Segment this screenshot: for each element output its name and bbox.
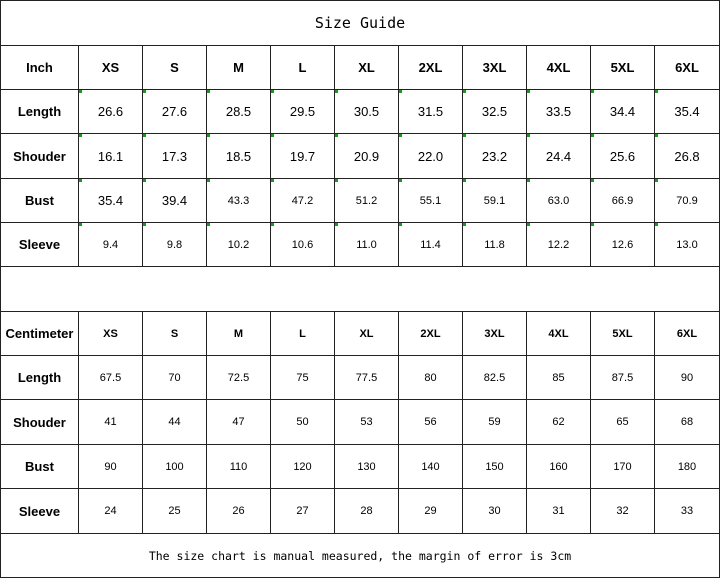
table-cell: 28 bbox=[360, 505, 373, 517]
cell-corner-mark bbox=[207, 134, 210, 137]
table-cell: 90 bbox=[104, 460, 117, 473]
table-cell: 26 bbox=[232, 505, 245, 517]
cell-corner-mark bbox=[335, 90, 338, 93]
table-cell: 28.5 bbox=[225, 104, 252, 119]
table-cell: 77.5 bbox=[355, 371, 378, 384]
unit-label: Inch bbox=[26, 60, 53, 75]
cell-corner-mark bbox=[79, 90, 82, 93]
table-cell: 47.2 bbox=[291, 194, 314, 207]
table-cell: 85 bbox=[552, 371, 565, 384]
cell-corner-mark bbox=[207, 90, 210, 93]
table-cell: 59 bbox=[488, 416, 501, 428]
table-cell: 10.6 bbox=[291, 238, 314, 251]
row-label-shouder: Shouder bbox=[13, 414, 66, 430]
table-cell: 87.5 bbox=[611, 371, 634, 384]
size-header-l: L bbox=[299, 327, 306, 340]
table-cell: 110 bbox=[229, 460, 248, 473]
table-cell: 80 bbox=[424, 371, 437, 384]
table-cell: 120 bbox=[293, 460, 312, 473]
table-cell: 59.1 bbox=[483, 194, 506, 207]
table-cell: 11.4 bbox=[420, 238, 441, 251]
size-header-5xl: 5XL bbox=[610, 60, 635, 75]
table-cell: 66.9 bbox=[611, 194, 634, 207]
table-cell: 29.5 bbox=[289, 104, 316, 119]
table-cell: 12.2 bbox=[547, 238, 570, 251]
size-header-5xl: 5XL bbox=[612, 327, 633, 340]
unit-label: Centimeter bbox=[5, 326, 74, 341]
table-cell: 43.3 bbox=[227, 194, 250, 207]
cell-corner-mark bbox=[399, 134, 402, 137]
table-cell: 50 bbox=[296, 416, 309, 428]
table-cell: 55.1 bbox=[419, 194, 442, 207]
cell-corner-mark bbox=[207, 179, 210, 182]
size-header-xs: XS bbox=[101, 60, 120, 75]
cell-corner-mark bbox=[591, 223, 594, 226]
table-cell: 75 bbox=[296, 371, 309, 384]
table-cell: 72.5 bbox=[227, 371, 250, 384]
table-cell: 53 bbox=[360, 416, 373, 428]
table-cell: 20.9 bbox=[353, 148, 380, 164]
page-title: Size Guide bbox=[314, 14, 406, 32]
cell-corner-mark bbox=[591, 134, 594, 137]
cell-corner-mark bbox=[335, 134, 338, 137]
row-label-length: Length bbox=[17, 370, 62, 385]
table-cell: 11.8 bbox=[484, 238, 505, 251]
table-cell: 30.5 bbox=[353, 104, 380, 119]
table-cell: 16.1 bbox=[97, 148, 124, 164]
cell-corner-mark bbox=[399, 90, 402, 93]
table-cell: 140 bbox=[421, 460, 440, 473]
table-cell: 51.2 bbox=[355, 194, 378, 207]
cell-corner-mark bbox=[143, 223, 146, 226]
size-header-6xl: 6XL bbox=[676, 327, 698, 340]
size-header-xl: XL bbox=[358, 60, 375, 75]
cell-corner-mark bbox=[143, 134, 146, 137]
row-label-length: Length bbox=[17, 104, 62, 119]
cell-corner-mark bbox=[591, 179, 594, 182]
cell-corner-mark bbox=[271, 223, 274, 226]
cell-corner-mark bbox=[143, 179, 146, 182]
table-cell: 31 bbox=[552, 505, 565, 517]
cell-corner-mark bbox=[527, 179, 530, 182]
cell-corner-mark bbox=[655, 179, 658, 182]
row-label-sleeve: Sleeve bbox=[18, 237, 61, 252]
table-cell: 26.8 bbox=[674, 148, 700, 164]
table-cell: 33 bbox=[680, 505, 694, 517]
size-header-xs: XS bbox=[103, 327, 118, 340]
cell-corner-mark bbox=[79, 179, 82, 182]
table-cell: 23.2 bbox=[481, 148, 508, 164]
cell-corner-mark bbox=[79, 223, 82, 226]
cell-corner-mark bbox=[271, 179, 274, 182]
row-label-bust: Bust bbox=[25, 193, 54, 208]
table-cell: 56 bbox=[424, 416, 437, 428]
table-cell: 41 bbox=[104, 416, 117, 428]
table-cell: 33.5 bbox=[545, 104, 572, 119]
table-cell: 47 bbox=[232, 416, 245, 428]
cell-corner-mark bbox=[527, 90, 530, 93]
table-cell: 82.5 bbox=[483, 371, 506, 384]
cell-corner-mark bbox=[463, 90, 466, 93]
table-cell: 18.5 bbox=[225, 148, 252, 164]
table-cell: 180 bbox=[677, 460, 697, 473]
size-header-3xl: 3XL bbox=[482, 60, 507, 75]
row-label-bust: Bust bbox=[25, 459, 54, 474]
cell-corner-mark bbox=[655, 134, 658, 137]
size-header-4xl: 4XL bbox=[546, 60, 571, 75]
size-header-4xl: 4XL bbox=[548, 327, 569, 340]
size-header-2xl: 2XL bbox=[420, 327, 441, 340]
cell-corner-mark bbox=[335, 179, 338, 182]
size-header-s: S bbox=[170, 327, 179, 340]
table-cell: 26.6 bbox=[97, 104, 124, 119]
cell-corner-mark bbox=[591, 90, 594, 93]
cell-corner-mark bbox=[527, 134, 530, 137]
table-cell: 67.5 bbox=[99, 371, 122, 384]
cell-corner-mark bbox=[207, 223, 210, 226]
table-cell: 19.7 bbox=[289, 148, 316, 164]
cell-corner-mark bbox=[463, 134, 466, 137]
size-header-xl: XL bbox=[359, 327, 374, 340]
table-cell: 63.0 bbox=[547, 194, 570, 207]
table-cell: 100 bbox=[165, 460, 184, 473]
footer-note: The size chart is manual measured, the margin of error is 3cm bbox=[148, 548, 572, 563]
cell-corner-mark bbox=[527, 223, 530, 226]
table-cell: 35.4 bbox=[674, 104, 700, 119]
table-cell: 22.0 bbox=[417, 148, 444, 164]
table-cell: 32.5 bbox=[481, 104, 508, 119]
table-cell: 27 bbox=[296, 505, 309, 517]
table-cell: 39.4 bbox=[161, 193, 188, 208]
grid-hline bbox=[0, 0, 720, 1]
table-cell: 65 bbox=[616, 416, 629, 428]
size-header-m: M bbox=[233, 60, 244, 75]
size-header-m: M bbox=[233, 327, 244, 340]
table-cell: 34.4 bbox=[609, 104, 636, 119]
cell-corner-mark bbox=[655, 223, 658, 226]
table-cell: 12.6 bbox=[611, 238, 634, 251]
grid-hline bbox=[0, 266, 720, 267]
cell-corner-mark bbox=[271, 134, 274, 137]
size-header-6xl: 6XL bbox=[675, 60, 699, 75]
table-cell: 13.0 bbox=[676, 238, 698, 251]
table-cell: 68 bbox=[680, 416, 694, 428]
cell-corner-mark bbox=[463, 223, 466, 226]
table-cell: 90 bbox=[680, 371, 694, 384]
table-cell: 130 bbox=[357, 460, 376, 473]
table-cell: 11.0 bbox=[356, 238, 377, 251]
table-cell: 44 bbox=[168, 416, 181, 428]
table-cell: 17.3 bbox=[161, 148, 188, 164]
table-cell: 62 bbox=[552, 416, 565, 428]
table-cell: 32 bbox=[616, 505, 629, 517]
table-cell: 150 bbox=[485, 460, 504, 473]
cell-corner-mark bbox=[463, 179, 466, 182]
size-header-2xl: 2XL bbox=[418, 60, 443, 75]
size-header-s: S bbox=[170, 60, 179, 75]
table-cell: 24 bbox=[104, 505, 117, 517]
cell-corner-mark bbox=[335, 223, 338, 226]
cell-corner-mark bbox=[271, 90, 274, 93]
table-cell: 9.8 bbox=[166, 238, 183, 251]
row-label-shouder: Shouder bbox=[13, 148, 66, 164]
table-cell: 27.6 bbox=[161, 104, 188, 119]
table-cell: 31.5 bbox=[417, 104, 444, 119]
cell-corner-mark bbox=[399, 179, 402, 182]
table-cell: 24.4 bbox=[545, 148, 572, 164]
cell-corner-mark bbox=[79, 134, 82, 137]
table-cell: 30 bbox=[488, 505, 501, 517]
table-cell: 10.2 bbox=[227, 238, 250, 251]
table-cell: 70 bbox=[168, 371, 181, 384]
cell-corner-mark bbox=[655, 90, 658, 93]
table-cell: 25 bbox=[168, 505, 181, 517]
size-header-3xl: 3XL bbox=[484, 327, 505, 340]
row-label-sleeve: Sleeve bbox=[18, 503, 61, 519]
table-cell: 70.9 bbox=[676, 194, 698, 207]
cell-corner-mark bbox=[399, 223, 402, 226]
table-cell: 170 bbox=[613, 460, 632, 473]
table-cell: 35.4 bbox=[97, 193, 124, 208]
table-cell: 29 bbox=[424, 505, 437, 517]
table-cell: 25.6 bbox=[609, 148, 636, 164]
cell-corner-mark bbox=[143, 90, 146, 93]
size-header-l: L bbox=[298, 60, 307, 75]
table-cell: 9.4 bbox=[102, 238, 119, 251]
table-cell: 160 bbox=[549, 460, 568, 473]
